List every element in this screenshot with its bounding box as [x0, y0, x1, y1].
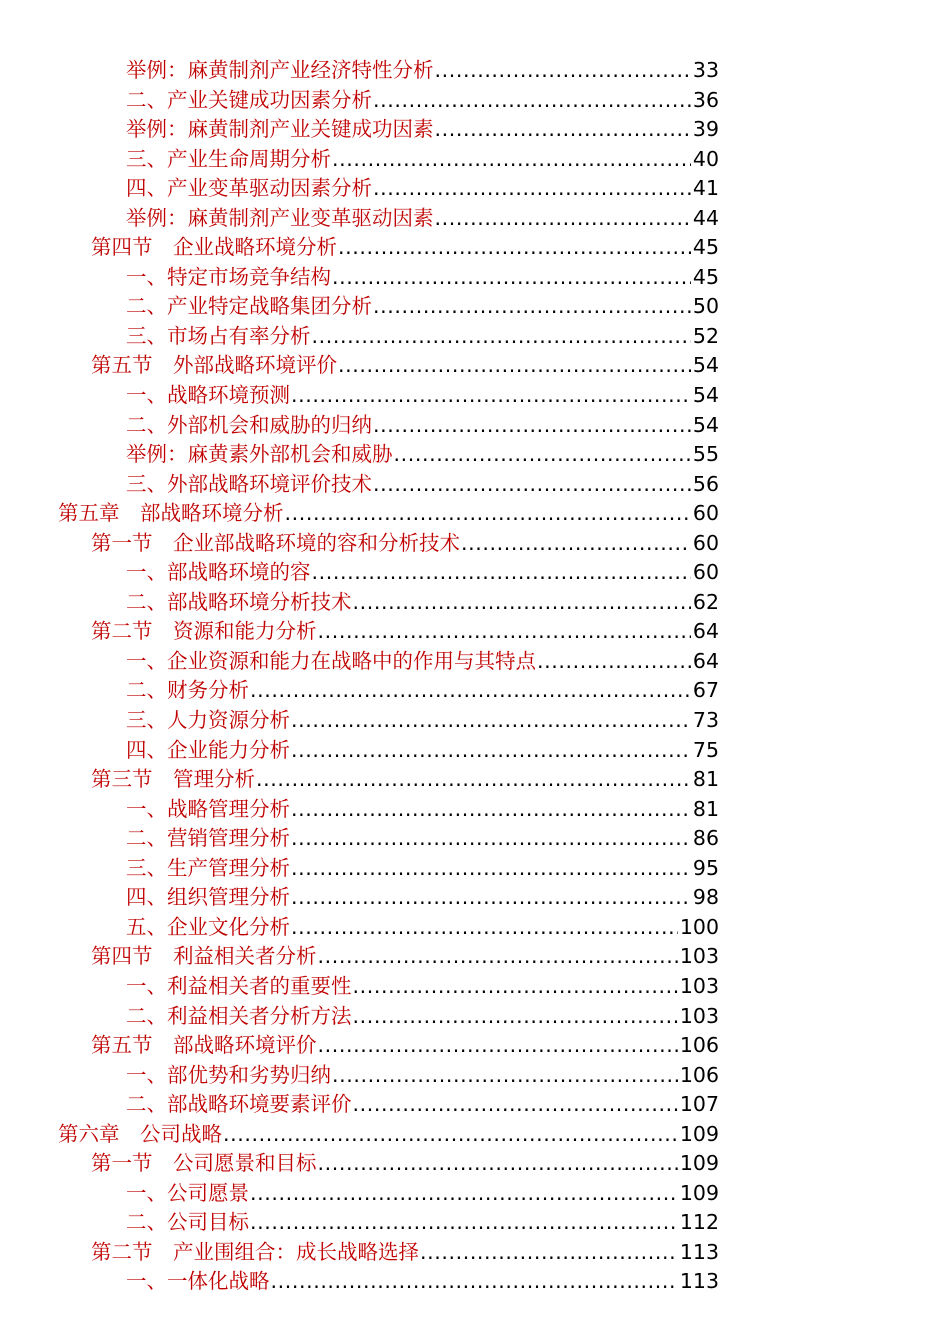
toc-leader-dots — [353, 1002, 678, 1032]
toc-entry-title[interactable]: 二、产业关键成功因素分析 — [126, 87, 372, 112]
toc-entry-page-number: 75 — [692, 737, 719, 762]
toc-leader-dots — [250, 1179, 678, 1209]
toc-entry-page-number: 95 — [692, 855, 719, 880]
toc-leader-dots — [373, 470, 691, 500]
toc-entry-title[interactable]: 第五节 部战略环境评价 — [91, 1033, 317, 1058]
toc-entry[interactable] — [0, 588, 950, 618]
toc-leader-dots — [373, 411, 691, 441]
toc-entry-page-number: 52 — [692, 323, 719, 348]
toc-entry-page-number: 64 — [692, 648, 719, 673]
toc-entry-page-number: 73 — [692, 708, 719, 733]
toc-entry-page-number: 100 — [679, 914, 719, 939]
toc-entry-title[interactable]: 第一节 企业部战略环境的容和分析技术 — [91, 530, 460, 555]
toc-leader-dots — [285, 499, 691, 529]
toc-entry-title[interactable]: 第四节 利益相关者分析 — [91, 944, 317, 969]
toc-entry-page-number: 106 — [679, 1062, 719, 1087]
toc-entry[interactable] — [0, 676, 950, 706]
toc-entry-title[interactable]: 一、公司愿景 — [126, 1180, 249, 1205]
toc-entry-title[interactable]: 一、部优势和劣势归纳 — [126, 1062, 331, 1087]
toc-entry[interactable] — [0, 499, 950, 529]
toc-entry-title[interactable]: 一、战略管理分析 — [126, 796, 290, 821]
toc-entry-title[interactable]: 四、组织管理分析 — [126, 885, 290, 910]
toc-leader-dots — [435, 115, 691, 145]
toc-leader-dots — [291, 795, 691, 825]
toc-entry[interactable] — [0, 115, 950, 145]
toc-entry-page-number: 39 — [692, 117, 719, 142]
toc-entry-page-number: 44 — [692, 205, 719, 230]
toc-leader-dots — [291, 706, 691, 736]
toc-entry-title[interactable]: 一、部战略环境的容 — [126, 560, 311, 585]
toc-entry[interactable] — [0, 913, 950, 943]
toc-entry-title[interactable]: 三、外部战略环境评价技术 — [126, 471, 372, 496]
toc-leader-dots — [461, 529, 691, 559]
toc-entry-title[interactable]: 第二节 产业围组合：成长战略选择 — [91, 1239, 419, 1264]
toc-entry[interactable] — [0, 942, 950, 972]
toc-entry[interactable] — [0, 1031, 950, 1061]
toc-entry-page-number: 45 — [692, 264, 719, 289]
toc-entry-title[interactable]: 三、人力资源分析 — [126, 708, 290, 733]
toc-leader-dots — [435, 56, 691, 86]
toc-leader-dots — [353, 588, 691, 618]
toc-entry[interactable] — [0, 56, 950, 86]
toc-entry[interactable] — [0, 263, 950, 293]
toc-entry-title[interactable]: 二、财务分析 — [126, 678, 249, 703]
toc-entry-title[interactable]: 一、特定市场竞争结构 — [126, 264, 331, 289]
toc-leader-dots — [332, 263, 691, 293]
toc-entry-page-number: 60 — [692, 501, 719, 526]
toc-leader-dots — [338, 351, 691, 381]
toc-leader-dots — [312, 322, 691, 352]
toc-leader-dots — [312, 558, 691, 588]
toc-entry[interactable] — [0, 706, 950, 736]
toc-entry[interactable] — [0, 440, 950, 470]
toc-leader-dots — [318, 942, 678, 972]
toc-entry-page-number: 36 — [692, 87, 719, 112]
toc-entry-title[interactable]: 三、产业生命周期分析 — [126, 146, 331, 171]
toc-leader-dots — [271, 1267, 678, 1297]
toc-entry[interactable] — [0, 617, 950, 647]
toc-entry-page-number: 67 — [692, 678, 719, 703]
toc-entry-title[interactable]: 一、企业资源和能力在战略中的作用与其特点 — [126, 648, 536, 673]
toc-entry[interactable] — [0, 145, 950, 175]
toc-leader-dots — [373, 86, 691, 116]
toc-entry[interactable] — [0, 1090, 950, 1120]
toc-entry-page-number: 81 — [692, 767, 719, 792]
toc-entry-page-number: 60 — [692, 530, 719, 555]
toc-entry-page-number: 62 — [692, 589, 719, 614]
toc-entry-title[interactable]: 三、生产管理分析 — [126, 855, 290, 880]
toc-entry[interactable] — [0, 558, 950, 588]
toc-entry-title[interactable]: 第四节 企业战略环境分析 — [91, 235, 337, 260]
toc-entry[interactable] — [0, 204, 950, 234]
toc-leader-dots — [291, 854, 691, 884]
toc-entry-title[interactable]: 五、企业文化分析 — [126, 914, 290, 939]
toc-entry-title[interactable]: 四、产业变革驱动因素分析 — [126, 176, 372, 201]
toc-entry-page-number: 107 — [679, 1092, 719, 1117]
toc-entry-title[interactable]: 三、市场占有率分析 — [126, 323, 311, 348]
toc-entry-title[interactable]: 一、一体化战略 — [126, 1269, 270, 1294]
toc-leader-dots — [332, 1061, 678, 1091]
toc-leader-dots — [291, 883, 691, 913]
toc-entry[interactable] — [0, 972, 950, 1002]
toc-leader-dots — [332, 145, 691, 175]
toc-entry[interactable] — [0, 1002, 950, 1032]
toc-entry-title[interactable]: 举例：麻黄制剂产业变革驱动因素 — [126, 205, 434, 230]
toc-entry-page-number: 81 — [692, 796, 719, 821]
toc-entry-title[interactable]: 一、利益相关者的重要性 — [126, 973, 352, 998]
toc-entry[interactable] — [0, 351, 950, 381]
toc-leader-dots — [353, 972, 678, 1002]
toc-entry[interactable] — [0, 1208, 950, 1238]
toc-entry-title[interactable]: 一、战略环境预测 — [126, 383, 290, 408]
table-of-contents — [0, 56, 950, 1297]
toc-entry[interactable] — [0, 1149, 950, 1179]
toc-entry-title[interactable]: 二、部战略环境要素评价 — [126, 1092, 352, 1117]
toc-entry-page-number: 113 — [679, 1269, 719, 1294]
toc-leader-dots — [338, 233, 691, 263]
toc-entry-page-number: 109 — [679, 1121, 719, 1146]
toc-entry-page-number: 56 — [692, 471, 719, 496]
toc-entry-page-number: 33 — [692, 58, 719, 82]
toc-entry[interactable] — [0, 381, 950, 411]
toc-entry-title[interactable]: 二、产业特定战略集团分析 — [126, 294, 372, 319]
toc-entry[interactable] — [0, 854, 950, 884]
toc-leader-dots — [353, 1090, 678, 1120]
toc-leader-dots — [291, 381, 691, 411]
toc-entry-page-number: 41 — [692, 176, 719, 201]
toc-leader-dots — [373, 292, 691, 322]
toc-entry[interactable] — [0, 322, 950, 352]
toc-leader-dots — [291, 913, 678, 943]
toc-entry[interactable] — [0, 795, 950, 825]
toc-entry-title[interactable]: 四、企业能力分析 — [126, 737, 290, 762]
toc-leader-dots — [223, 1120, 678, 1150]
toc-entry-page-number: 112 — [679, 1210, 719, 1235]
toc-entry[interactable] — [0, 233, 950, 263]
toc-entry[interactable] — [0, 647, 950, 677]
toc-entry-page-number: 109 — [679, 1151, 719, 1176]
toc-entry-page-number: 55 — [692, 442, 719, 467]
toc-entry[interactable] — [0, 529, 950, 559]
toc-leader-dots — [318, 1031, 678, 1061]
toc-entry-title[interactable]: 第五节 外部战略环境评价 — [91, 353, 337, 378]
toc-leader-dots — [250, 676, 691, 706]
toc-entry[interactable] — [0, 824, 950, 854]
toc-entry-page-number: 103 — [679, 944, 719, 969]
toc-entry[interactable] — [0, 470, 950, 500]
toc-entry[interactable] — [0, 1120, 950, 1150]
toc-entry-page-number: 86 — [692, 826, 719, 851]
toc-entry-title[interactable]: 二、部战略环境分析技术 — [126, 589, 352, 614]
toc-entry[interactable] — [0, 883, 950, 913]
toc-entry-title[interactable]: 二、利益相关者分析方法 — [126, 1003, 352, 1028]
toc-entry-page-number: 40 — [692, 146, 719, 171]
toc-entry[interactable] — [0, 411, 950, 441]
toc-leader-dots — [318, 617, 691, 647]
toc-entry-title[interactable]: 举例：麻黄制剂产业关键成功因素 — [126, 117, 434, 142]
toc-leader-dots — [318, 1149, 678, 1179]
toc-entry-title[interactable]: 举例：麻黄制剂产业经济特性分析 — [126, 58, 434, 82]
toc-entry[interactable] — [0, 1061, 950, 1091]
toc-leader-dots — [537, 647, 691, 677]
toc-entry[interactable] — [0, 765, 950, 795]
toc-entry[interactable] — [0, 1238, 950, 1268]
toc-entry-page-number: 98 — [692, 885, 719, 910]
toc-entry-page-number: 45 — [692, 235, 719, 260]
toc-leader-dots — [435, 204, 691, 234]
toc-leader-dots — [373, 174, 691, 204]
toc-entry-title[interactable]: 第一节 公司愿景和目标 — [91, 1151, 317, 1176]
toc-entry-title[interactable]: 二、营销管理分析 — [126, 826, 290, 851]
toc-entry[interactable] — [0, 86, 950, 116]
toc-entry-page-number: 54 — [692, 412, 719, 437]
toc-leader-dots — [394, 440, 691, 470]
toc-entry-page-number: 113 — [679, 1239, 719, 1264]
toc-entry-page-number: 103 — [679, 1003, 719, 1028]
toc-entry-title[interactable]: 二、公司目标 — [126, 1210, 249, 1235]
toc-entry-page-number: 103 — [679, 973, 719, 998]
toc-entry[interactable] — [0, 174, 950, 204]
toc-leader-dots — [291, 736, 691, 766]
toc-entry[interactable] — [0, 1267, 950, 1297]
toc-entry[interactable] — [0, 292, 950, 322]
toc-leader-dots — [420, 1238, 678, 1268]
toc-entry[interactable] — [0, 736, 950, 766]
toc-entry-title[interactable]: 第五章 部战略环境分析 — [58, 501, 284, 526]
toc-leader-dots — [250, 1208, 678, 1238]
toc-entry-title[interactable]: 二、外部机会和威胁的归纳 — [126, 412, 372, 437]
toc-leader-dots — [291, 824, 691, 854]
toc-entry-page-number: 109 — [679, 1180, 719, 1205]
toc-entry-title[interactable]: 第六章 公司战略 — [58, 1121, 222, 1146]
toc-entry-page-number: 50 — [692, 294, 719, 319]
toc-entry-page-number: 106 — [679, 1033, 719, 1058]
toc-entry-page-number: 64 — [692, 619, 719, 644]
toc-entry-title[interactable]: 举例：麻黄素外部机会和威胁 — [126, 442, 393, 467]
toc-entry-page-number: 54 — [692, 383, 719, 408]
toc-entry-title[interactable]: 第三节 管理分析 — [91, 767, 255, 792]
toc-leader-dots — [256, 765, 691, 795]
toc-entry-page-number: 60 — [692, 560, 719, 585]
toc-entry[interactable] — [0, 1179, 950, 1209]
toc-entry-title[interactable]: 第二节 资源和能力分析 — [91, 619, 317, 644]
toc-entry-page-number: 54 — [692, 353, 719, 378]
